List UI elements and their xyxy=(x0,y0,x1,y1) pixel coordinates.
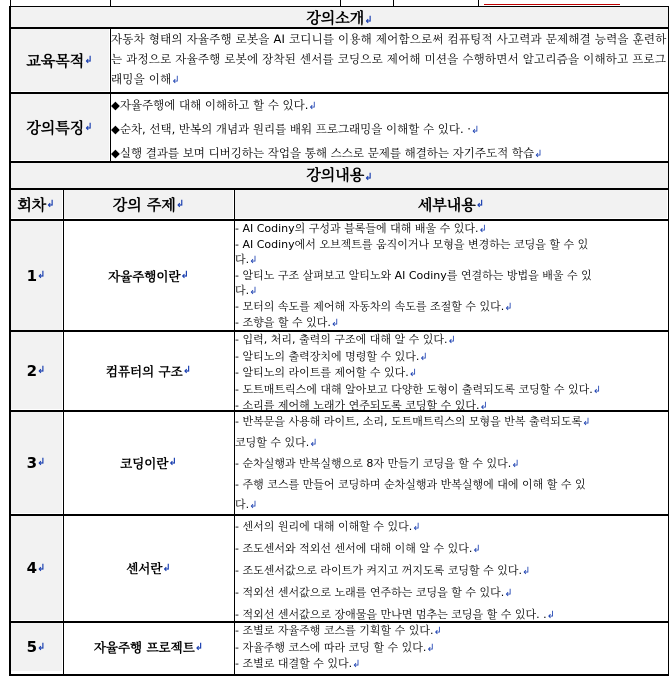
session-details xyxy=(235,516,667,620)
top-fragment-line xyxy=(393,0,394,6)
education-goal-label: 교육목적 ↲ xyxy=(10,29,109,91)
column-line xyxy=(234,189,235,676)
detail-item: - 순차실행과 반복실행으로 8자 만들기 코딩을 할 수 있다.↲ xyxy=(235,457,520,470)
session-number: 2 ↲ xyxy=(10,332,62,409)
detail-item: - 입력, 처리, 출력의 구조에 대해 알 수 있다.↲ xyxy=(235,333,456,346)
column-line xyxy=(63,189,64,676)
session-details xyxy=(235,332,667,412)
detail-item: - AI Codiny에서 오브젝트를 움직이거나 모형을 변경하는 코딩을 할 수 있 xyxy=(235,238,589,251)
detail-item: - 알티노의 라이트를 제어할 수 있다.↲ xyxy=(235,366,418,379)
detail-item: - 자율주행 코스에 따라 코딩 할 수 있다.↲ xyxy=(235,640,435,654)
session-topic: 센서란 ↲ xyxy=(126,561,171,576)
session-topic: 자율주행 프로젝트 ↲ xyxy=(93,640,204,655)
detail-item: - 반복문을 사용해 라이트, 소리, 도트매트릭스의 모형을 반복 출력되도록↲ xyxy=(235,415,591,428)
feature-item: ◆실행 결과를 보며 디버깅하는 작업을 통해 스스로 문제를 해결하는 자기주도적 학습↲ xyxy=(111,146,543,160)
education-goal-text: 자동차 형태의 자율주행 로봇을 AI 코디니를 이용해 제어함으로써 컴퓨팅적 사고력과 문제해결 능력을 훈련하는 과정으로 자율주행 로봇에 장착된 센서를 코딩으로 제어해 미션을 수행하면서 알고리즘을 이해하고 프로그래밍을 이해↲ xyxy=(111,32,667,86)
detail-item: - 모터의 속도를 제어해 자동차의 속도를 조절할 수 있다.↲ xyxy=(235,300,513,313)
top-fragment-line xyxy=(110,0,111,6)
detail-item: 다.↲ xyxy=(235,284,258,297)
column-line xyxy=(110,28,111,162)
detail-item: - 조도센서와 적외선 센서에 대해 이해 알 수 있다.↲ xyxy=(235,542,481,555)
detail-item: - 도트매트릭스에 대해 알아보고 다양한 도형이 출력되도록 코딩할 수 있다.↲ xyxy=(235,382,602,396)
feature-item: ◆자율주행에 대해 이해하고 할 수 있다.↲ xyxy=(111,98,317,112)
session-number: 3 ↲ xyxy=(10,412,62,513)
course-feature-list xyxy=(111,94,667,160)
detail-item: - 조별로 대결할 수 있다.↲ xyxy=(235,657,361,670)
top-fragment-line xyxy=(478,0,479,6)
column-header-session: 회차 ↲ xyxy=(10,190,62,218)
feature-item: ◆순차, 선택, 반복의 개념과 원리를 배워 프로그래밍을 이해할 수 있다. ·↲ xyxy=(111,122,480,136)
section-title-intro: 강의소개↲ xyxy=(10,7,669,28)
detail-item: - 조별로 자율주행 코스를 기획할 수 있다.↲ xyxy=(235,624,442,637)
detail-item: - 주행 코스를 만들어 코딩하며 순차실행과 반복실행에 대에 이해 할 수 있 xyxy=(235,478,586,491)
top-fragment-line xyxy=(340,0,341,6)
detail-item: 다.↲ xyxy=(235,498,258,511)
detail-item: - 조도센서값으로 라이트가 켜지고 꺼지도록 코딩할 수 있다.↲ xyxy=(235,564,531,577)
column-header-topic: 강의 주제 ↲ xyxy=(64,190,233,218)
session-number: 5 ↲ xyxy=(10,623,62,671)
detail-item: - 소리를 제어해 노래가 연주되도록 코딩할 수 있다.↲ xyxy=(235,399,488,412)
red-underline-fragment xyxy=(484,4,620,5)
session-number: 4 ↲ xyxy=(10,516,62,620)
detail-item: - 조향을 할 수 있다.↲ xyxy=(235,316,340,329)
session-details xyxy=(235,623,667,671)
detail-item: 다.↲ xyxy=(235,253,258,266)
section-title-content: 강의내용↲ xyxy=(10,163,669,188)
session-number: 1 ↲ xyxy=(10,221,62,330)
divider xyxy=(10,674,669,676)
table-left-border xyxy=(9,6,11,676)
detail-item: - 센서의 원리에 대해 이해할 수 있다.↲ xyxy=(235,520,421,533)
session-topic: 컴퓨터의 구조 ↲ xyxy=(105,363,192,379)
session-details xyxy=(235,221,667,330)
column-header-details: 세부내용 ↲ xyxy=(235,190,667,218)
detail-item: - AI Codiny의 구성과 블록들에 대해 배울 수 있다.↲ xyxy=(235,222,487,235)
detail-item: - 알티노의 출력장치에 명령할 수 있다.↲ xyxy=(235,349,428,363)
detail-item: - 적외선 센서값으로 장애물을 만나면 멈추는 코딩을 할 수 있다. .↲ xyxy=(235,608,555,621)
session-details xyxy=(235,412,667,513)
detail-item: 코딩할 수 있다.↲ xyxy=(235,436,318,449)
session-topic: 자율주행이란 ↲ xyxy=(108,268,189,284)
course-feature-label: 강의특징 ↲ xyxy=(10,94,109,160)
detail-item: - 알티노 구조 살펴보고 알티노와 AI Codiny를 연결하는 방법을 배울 수 있 xyxy=(235,269,592,282)
detail-item: - 적외선 센서값으로 노래를 연주하는 코딩을 할 수 있다.↲ xyxy=(235,586,513,599)
session-topic: 코딩이란 ↲ xyxy=(120,455,177,471)
